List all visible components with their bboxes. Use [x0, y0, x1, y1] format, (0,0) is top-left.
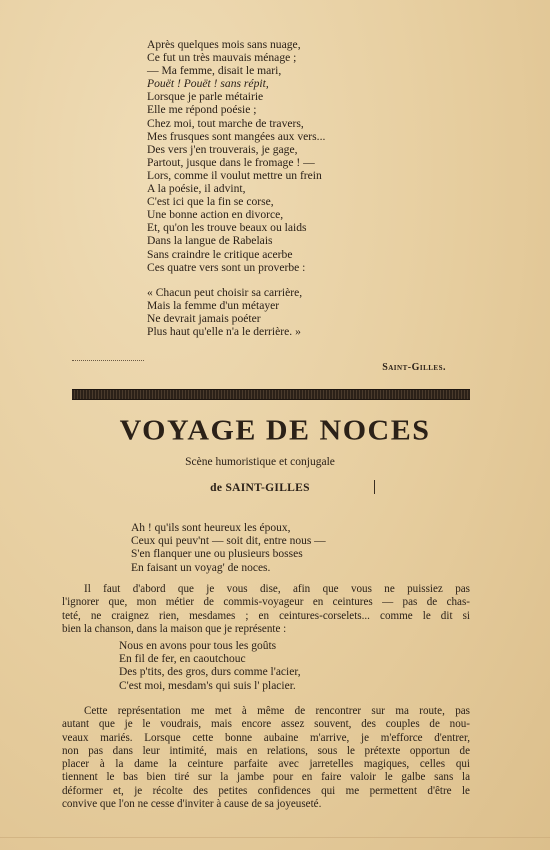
proverb-line: Plus haut qu'elle n'a le derrière. »: [147, 324, 301, 338]
stanza-line: Nous en avons pour tous les goûts: [119, 640, 277, 652]
poem-line: Dans la langue de Rabelais: [147, 234, 273, 248]
proverb-line: « Chacun peut choisir sa carrière,: [147, 285, 303, 299]
paragraph-line: l'ignorer que, mon métier de commis-voyageur en ceintures — pas de chas-: [62, 596, 470, 609]
paragraph-line: placer à la dame la ceinture parfaite avec jarretelles magiques, celles qui: [62, 758, 470, 771]
poem-line: Ce fut un très mauvais ménage ;: [147, 51, 297, 65]
paragraph-line: Il faut d'abord que je vous dise, afin que vous ne puissiez pas: [84, 583, 470, 595]
stanza-line: Ceux qui peuv'nt — soit dit, entre nous —: [131, 535, 326, 548]
poem-line: Ces quatre vers sont un proverbe :: [147, 260, 306, 274]
poem-line: Elle me répond poésie ;: [147, 103, 257, 117]
poem-line: Sans craindre le critique acerbe: [147, 247, 293, 261]
poem-line: — Ma femme, disait le mari,: [147, 64, 282, 78]
stanza-a: [131, 522, 326, 575]
paragraph-line: autant que je le voudrais, mais encore assez souvent, des couples de nou-: [62, 718, 470, 731]
poem-line: Une bonne action en divorce,: [147, 208, 284, 222]
paragraph-line: Cette représentation me met à même de rencontrer sur ma route, pas: [84, 705, 470, 717]
paragraph-line: teté, ne craignez rien, mesdames ; en ceintures-corselets... comme le dit si: [62, 609, 470, 622]
piece-author: de SAINT-GILLES: [210, 482, 310, 494]
stanza-line: En faisant un voyag' de noces.: [131, 561, 271, 574]
poem-line: A la poésie, il advint,: [147, 182, 246, 196]
section-rule: [72, 389, 470, 400]
paragraph-1: [62, 583, 470, 636]
stanza-line: C'est moi, mesdam's qui suis l' placier.: [119, 679, 296, 692]
paragraph-line: veaux mariés. Lorsque cette bonne aubaine m'arrive, je m'efforce d'entrer,: [62, 731, 470, 744]
poem-line: Lors, comme il voulut mettre un frein: [147, 168, 322, 182]
poem-line: Mes frusques sont mangées aux vers...: [147, 129, 326, 143]
poem-line: Partout, jusque dans le fromage ! —: [147, 155, 315, 169]
stanza-line: S'en flanquer une ou plusieurs bosses: [131, 548, 303, 561]
poem-line: Après quelques mois sans nuage,: [147, 38, 301, 51]
poem-line: Lorsque je parle métairie: [147, 90, 264, 104]
piece-title: VOYAGE DE NOCES: [119, 414, 431, 447]
paragraph-2: [62, 705, 470, 811]
poem-line: Des vers j'en trouverais, je gage,: [147, 142, 298, 156]
paragraph-line: convive que l'on ne cesse d'inviter à cause de sa joyeuseté.: [62, 798, 322, 811]
paragraph-line: non pas dans leur intimité, mais en relations, sous le prétexte opportun de: [62, 744, 470, 757]
paragraph-line: tiennent le bas bien tiré sur la jambe pour en faire valoir le galbe sans la: [62, 771, 470, 784]
poem-line: Pouët ! Pouët ! sans répit,: [147, 77, 269, 91]
paragraph-line: bien la chanson, dans la maison que je représente :: [62, 622, 287, 635]
stanza-b: [119, 640, 301, 693]
proverb-line: Mais la femme d'un métayer: [147, 298, 280, 312]
stanza-line: En fil de fer, en caoutchouc: [119, 653, 246, 666]
piece-subtitle: Scène humoristique et conjugale: [185, 456, 335, 468]
paragraph-line: déformer et, je récolte des petites confidences qui me permettent d'être le: [62, 784, 470, 797]
proverb-line: Ne devrait jamais poéter: [147, 311, 261, 325]
poem-signature: Saint-Gilles.: [382, 362, 446, 373]
divider-dotted: [72, 360, 144, 361]
stanza-line: Ah ! qu'ils sont heureux les époux,: [131, 522, 291, 534]
margin-mark: [374, 480, 375, 494]
stanza-gap: [147, 274, 477, 286]
poem-block: [147, 38, 477, 338]
poem-line: Et, qu'on les trouve beaux ou laids: [147, 221, 307, 235]
stanza-line: Des p'tits, des gros, durs comme l'acier,: [119, 666, 301, 679]
page-edge: [0, 837, 550, 838]
poem-line: C'est ici que la fin se corse,: [147, 195, 274, 209]
poem-line: Chez moi, tout marche de travers,: [147, 116, 304, 130]
